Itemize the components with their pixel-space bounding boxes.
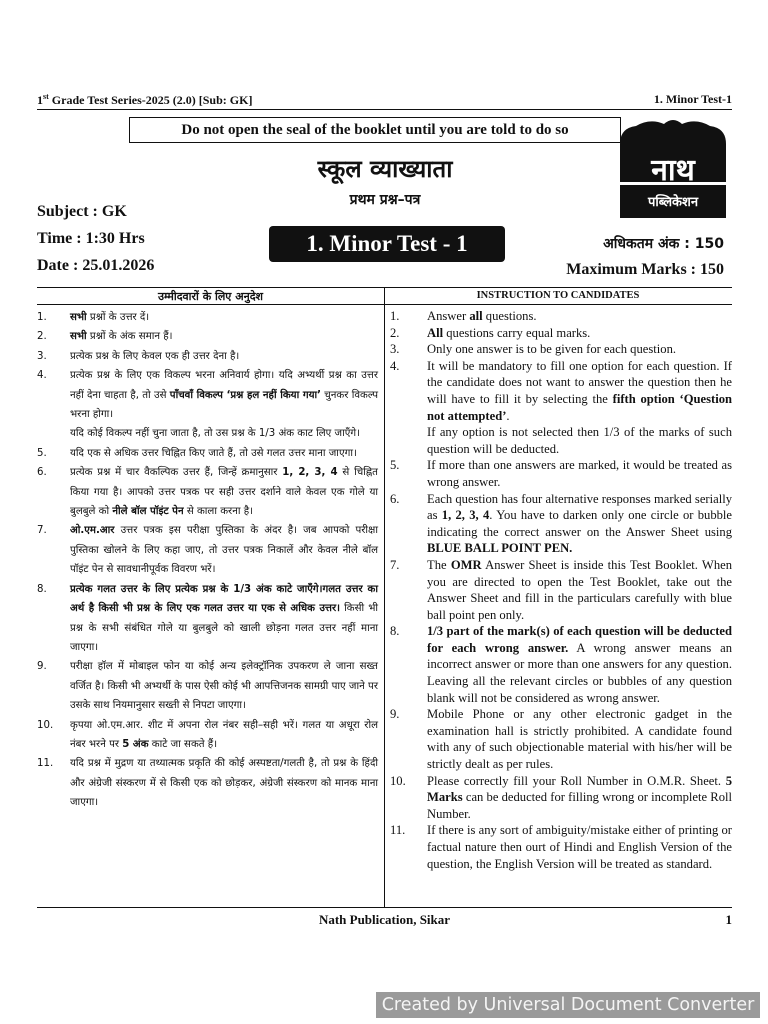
instruction-item — [37, 308, 378, 327]
instruction-number: 7. — [390, 557, 400, 572]
instruction-text-part: काटे जा सकते हैं। — [148, 738, 218, 750]
instruction-text-part: से काला करना है। — [183, 506, 254, 518]
instruction-text-part: Please correctly fill your Roll Number in O.M.R. Sheet. — [427, 773, 726, 788]
header-divider — [37, 109, 732, 110]
instruction-text-part: The — [427, 557, 451, 572]
instruction-number: 9. — [37, 661, 47, 673]
instruction-text-part: किसी भी प्रश्न के सभी संबंधित गोले या बुलबुले को खाली छोड़ना गलत उत्तर नहीं माना जाएगा। — [70, 603, 378, 653]
column-divider — [384, 287, 385, 907]
instruction-text-part: पाँचवाँ विकल्प ‘प्रश्न हल नहीं किया गया’ — [169, 389, 321, 401]
instruction-text — [427, 491, 732, 557]
instruction-text-part: . — [506, 408, 510, 423]
instruction-text-part: . You have to darken only one circle or bubble indicating the correct answer on the Answer Sheet using — [427, 508, 733, 539]
instruction-text — [427, 308, 732, 325]
instruction-text-part: प्रत्येक प्रश्न में चार वैकल्पिक उत्तर हैं, जिन्हें क्रमानुसार — [70, 467, 283, 479]
instruction-item — [37, 521, 378, 579]
instruction-text — [427, 557, 732, 623]
instruction-item — [37, 754, 378, 812]
instruction-item — [37, 657, 378, 715]
instructions-list-hindi — [37, 308, 378, 813]
instruction-item — [37, 716, 378, 755]
instruction-item — [37, 327, 378, 346]
instruction-text-part: A wrong answer means an incorrect answer or more than one answers for any question. Leaving all the relevant circles or bubbles of any question blank will not be considered as wrong answer. — [427, 640, 732, 705]
instruction-number: 10. — [390, 773, 406, 788]
instruction-text-part: कृपया ओ.एम.आर. शीट में अपना रोल नंबर सही–सही भरें। गलत या अधूरा रोल नंबर भरने पर — [70, 719, 378, 750]
instruction-text — [70, 463, 378, 521]
instruction-text — [70, 521, 378, 579]
test-label: 1. Minor Test-1 — [653, 92, 732, 106]
instruction-text — [70, 716, 378, 755]
converter-watermark: Created by Universal Document Converter — [376, 992, 760, 1018]
instruction-text-part: 1, 2, 3, 4 — [282, 467, 338, 479]
instruction-item — [37, 444, 378, 463]
instruction-text-part: यदि एक से अधिक उत्तर चिह्नित किए जाते हैं, तो उसे गलत उत्तर माना जाएगा। — [70, 447, 357, 459]
table-bottom-rule — [37, 907, 732, 908]
instruction-text-part: प्रश्नों के अंक समान हैं। — [86, 331, 173, 343]
instruction-text — [427, 773, 732, 823]
instruction-text-part: Answer — [427, 309, 470, 323]
instruction-number: 1. — [390, 309, 400, 323]
instruction-text-part: Only one answer is to be given for each question. — [427, 342, 677, 357]
instruction-number: 1. — [37, 312, 47, 323]
instruction-number: 4. — [37, 370, 47, 382]
instruction-text-part: Each question has four alternative responses marked serially as — [427, 491, 732, 523]
instruction-extra-text: If any option is not selected then 1/3 of the marks of such question will be deducted. — [427, 425, 732, 456]
instruction-text-part: 1, 2, 3, 4 — [441, 508, 490, 523]
instructions-title-english: INSTRUCTION TO CANDIDATES — [476, 290, 640, 301]
instruction-item — [390, 308, 732, 325]
instruction-text-part: Answer Sheet is inside this Test Booklet. When you are directed to open the Test Booklet, take out the Answer Sheet and fill in the particulars carefully with blue ball point pen only. — [427, 557, 732, 622]
instruction-number: 8. — [37, 583, 47, 595]
instruction-item — [390, 325, 732, 342]
instruction-item — [390, 623, 732, 706]
date-label: Date : 25.01.2026 — [37, 257, 155, 274]
instruction-text — [70, 444, 378, 463]
max-marks-english: Maximum Marks : 150 — [566, 261, 724, 278]
instruction-text-part: ओ.एम.आर — [70, 525, 115, 537]
series-rest: Grade Test Series-2025 (2.0) [Sub: GK] — [48, 93, 253, 107]
instruction-item — [37, 463, 378, 521]
instruction-text-part: can be deducted for filling wrong or incomplete Roll Number. — [427, 790, 732, 821]
instruction-text — [427, 457, 732, 490]
series-header — [37, 92, 252, 108]
instruction-number: 5. — [37, 447, 47, 459]
instruction-text-part: सभी — [70, 312, 87, 323]
instruction-number: 2. — [37, 331, 47, 343]
instruction-item — [390, 822, 732, 872]
instruction-number: 10. — [37, 719, 54, 731]
instruction-text-part: questions. — [482, 309, 537, 323]
logo-line1: नाथ — [651, 153, 695, 188]
instruction-item — [390, 457, 732, 490]
instruction-text — [427, 358, 732, 458]
instruction-item — [390, 706, 732, 772]
paper-subtitle-hindi: प्रथम प्रश्न–पत्र — [349, 192, 421, 208]
instruction-text-part: Mobile Phone or any other electronic gadget in the examination hall is strictly prohibited. A candidate found with any of such objectionable material with his/her will be strictly dealt as per rules. — [427, 707, 732, 772]
instruction-text-part: OMR — [450, 557, 482, 572]
max-marks-hindi: अधिकतम अंक : 150 — [603, 236, 724, 252]
instruction-text-part: 5 Marks — [427, 773, 732, 805]
instruction-number: 3. — [390, 342, 400, 357]
instruction-number: 6. — [390, 491, 400, 506]
instruction-text — [70, 327, 378, 346]
instruction-text-part: If more than one answers are marked, it would be treated as wrong answer. — [427, 458, 732, 489]
seal-notice: Do not open the seal of the booklet until you are told to do so — [129, 117, 621, 143]
instruction-number: 11. — [390, 823, 406, 838]
instruction-text-part: परीक्षा हॉल में मोबाइल फोन या कोई अन्य इलेक्ट्रॉनिक उपकरण ले जाना सख्त वर्जित है। किसी भी अभ्यर्थी के पास ऐसी कोई भी आपत्तिजनक सामग्री पाए जाने पर उसके साथ नियमानुसार सख्ती से निपटा जाएगा। — [70, 661, 378, 712]
instruction-text — [70, 347, 378, 366]
instruction-item — [390, 358, 732, 458]
instruction-text-part: all — [469, 309, 483, 323]
subject-label: Subject : GK — [37, 203, 127, 220]
instruction-text — [427, 623, 732, 706]
instruction-number: 5. — [390, 458, 400, 473]
instruction-text-part: नीले बॉल पॉइंट पेन — [112, 506, 184, 518]
instruction-text — [427, 706, 732, 772]
instruction-text-part: questions carry equal marks. — [443, 325, 591, 340]
test-title-banner: 1. Minor Test - 1 — [269, 226, 505, 262]
instruction-extra-text: यदि कोई विकल्प नहीं चुना जाता है, तो उस प्रश्न के 1/3 अंक काट लिए जाएँगे। — [70, 428, 360, 440]
instruction-text-part: प्रत्येक गलत उत्तर के लिए प्रत्येक प्रश्न के 1/3 अंक काटे जाएँगे।गलत उत्तर का अर्थ है किसी भी प्रश्न के लिए एक गलत उत्तर या एक से अधिक उत्तर। — [70, 583, 378, 615]
time-label: Time : 1:30 Hrs — [37, 230, 145, 247]
publisher-footer: Nath Publication, Sikar — [318, 912, 451, 927]
instruction-text-part: चुनकर विकल्प भरना होगा। — [70, 389, 379, 421]
instruction-text-part: All — [427, 325, 444, 340]
instruction-number: 4. — [390, 358, 400, 373]
instruction-number: 3. — [37, 350, 47, 362]
instruction-text-part: If there is any sort of ambiguity/mistake either of printing or factual nature then ourt of Hindi and English Version of the question, the English Version will be treated as standard. — [427, 823, 732, 871]
instruction-item — [390, 773, 732, 823]
instructions-title-hindi: उम्मीदवारों के लिए अनुदेश — [157, 290, 264, 303]
instructions-list-english — [390, 308, 732, 872]
instruction-text-part: प्रत्येक प्रश्न के लिए एक विकल्प भरना अनिवार्य होगा। यदि अभ्यर्थी प्रश्न का उत्तर नहीं देना चाहता है, तो उसे — [70, 370, 378, 401]
instruction-text — [427, 341, 732, 358]
instruction-text-part: 5 अंक — [122, 738, 149, 750]
instruction-text — [427, 325, 732, 342]
instruction-number: 6. — [37, 467, 47, 479]
instruction-text — [70, 657, 378, 715]
series-prefix: 1 — [37, 93, 43, 107]
instruction-number: 2. — [390, 325, 400, 340]
instruction-text — [70, 366, 378, 444]
instruction-number: 8. — [390, 624, 400, 639]
instruction-text-part: उत्तर पत्रक इस परीक्षा पुस्तिका के अंदर है। जब आपको परीक्षा पुस्तिका खोलने के लिए कहा जाए, तो उत्तर पत्रक निकालें और केवल नीले बॉल पॉइंट पेन से सावधानीपूर्वक विवरण भरें। — [70, 525, 378, 576]
series-sup: st — [43, 92, 49, 101]
instruction-text-part: It will be mandatory to fill one option for each question. If the candidate does not want to answer the question then he will have to fill it by selecting the — [427, 358, 732, 406]
logo-line2: पब्लिकेशन — [647, 195, 699, 210]
instruction-text-part: 1/3 part of the mark(s) of each question will be deducted for each wrong answer. — [427, 624, 732, 655]
page-number: 1 — [725, 912, 732, 927]
instruction-item — [37, 347, 378, 366]
instruction-item — [37, 366, 378, 444]
instruction-text — [70, 754, 378, 812]
instruction-number: 9. — [390, 707, 400, 722]
instruction-number: 7. — [37, 525, 47, 537]
instruction-text — [70, 308, 378, 327]
instruction-text — [70, 580, 378, 658]
instruction-text-part: प्रश्नों के उत्तर दें। — [86, 312, 150, 323]
instruction-item — [390, 557, 732, 623]
instruction-text-part: से चिह्नित किया गया है। आपको उत्तर पत्रक पर सही उत्तर दर्शाने वाले केवल एक गोले या बुलबुले को — [70, 467, 378, 518]
instruction-text-part: प्रत्येक प्रश्न के लिए केवल एक ही उत्तर देना है। — [70, 350, 240, 362]
instruction-text — [427, 822, 732, 872]
instruction-text-part: BLUE BALL POINT PEN. — [427, 541, 573, 556]
instruction-item — [390, 491, 732, 557]
instruction-number: 11. — [37, 758, 54, 770]
exam-title-hindi: स्कूल व्याख्याता — [317, 155, 453, 183]
instruction-text-part: fifth option ‘Question not attempted’ — [427, 391, 733, 423]
instruction-text-part: सभी — [70, 331, 87, 343]
instruction-item — [390, 341, 732, 358]
instruction-text-part: यदि प्रश्न में मुद्रण या तथ्यात्मक प्रकृति की कोई अस्पष्टता/गलती है, तो प्रश्न के हिंदी और अंग्रेजी संस्करण में से किसी एक को छोड़कर, अंग्रेजी संस्करण को मानक माना जाएगा। — [70, 758, 378, 809]
instruction-item — [37, 580, 378, 658]
